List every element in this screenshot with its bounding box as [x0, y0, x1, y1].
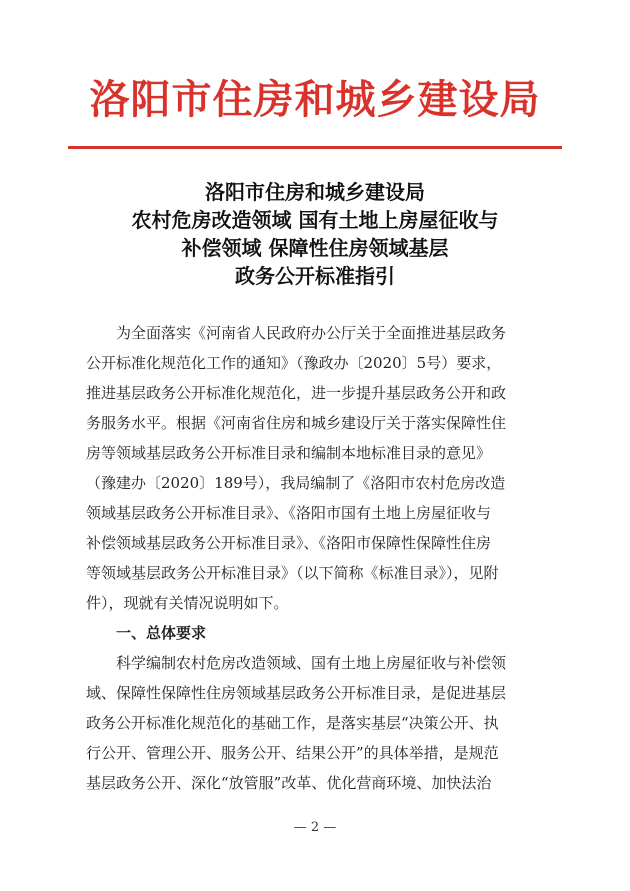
paragraph-line: （豫建办〔2020〕189号），我局编制了《洛阳市农村危房改造: [86, 474, 506, 492]
letterhead-title: 洛阳市住房和城乡建设局: [89, 76, 541, 123]
paragraph-line: 等领域基层政务公开标准目录》（以下简称《标准目录》），见附: [86, 564, 499, 582]
paragraph-line: 补偿领域基层政务公开标准目录》、《洛阳市保障性保障性住房: [86, 534, 492, 552]
paragraph-line: 政务公开标准化规范化的基础工作，是落实基层“决策公开、执: [86, 714, 499, 732]
paragraph-line: 为全面落实《河南省人民政府办公厅关于全面推进基层政务: [116, 324, 507, 342]
section-heading: 一、总体要求: [116, 624, 207, 642]
paragraph-line: 域、保障性保障性住房领域基层政务公开标准目录，是促进基层: [86, 684, 507, 702]
paragraph-line: 件），现就有关情况说明如下。: [86, 594, 289, 612]
document-title-line: 洛阳市住房和城乡建设局: [205, 180, 425, 204]
paragraph-line: 推进基层政务公开标准化规范化，进一步提升基层政务公开和政: [86, 384, 507, 402]
paragraph-line: 房等领域基层政务公开标准目录和编制本地标准目录的意见》: [86, 444, 492, 462]
paragraph-line: 务服务水平。根据《河南省住房和城乡建设厅关于落实保障性住: [86, 414, 507, 432]
document-body: [86, 318, 558, 798]
paragraph-line: 基层政务公开、深化“放管服”改革、优化营商环境、加快法治: [86, 774, 492, 792]
page-number: — 2 —: [293, 820, 337, 835]
document-title-line: 补偿领域 保障性住房领域基层: [181, 236, 449, 260]
document-title: [40, 178, 590, 290]
paragraph-line: 领域基层政务公开标准目录》、《洛阳市国有土地上房屋征收与: [86, 504, 492, 522]
red-divider: [68, 146, 562, 149]
paragraph-line: 公开标准化规范化工作的通知》（豫政办〔2020〕5号）要求，: [86, 354, 502, 372]
paragraph-line: 行公开、管理公开、服务公开、结果公开”的具体举措，是规范: [86, 744, 499, 762]
document-title-line: 政务公开标准指引: [235, 264, 395, 288]
document-title-line: 农村危房改造领域 国有土地上房屋征收与: [131, 208, 499, 232]
paragraph-line: 科学编制农村危房改造领域、国有土地上房屋征收与补偿领: [116, 654, 507, 672]
